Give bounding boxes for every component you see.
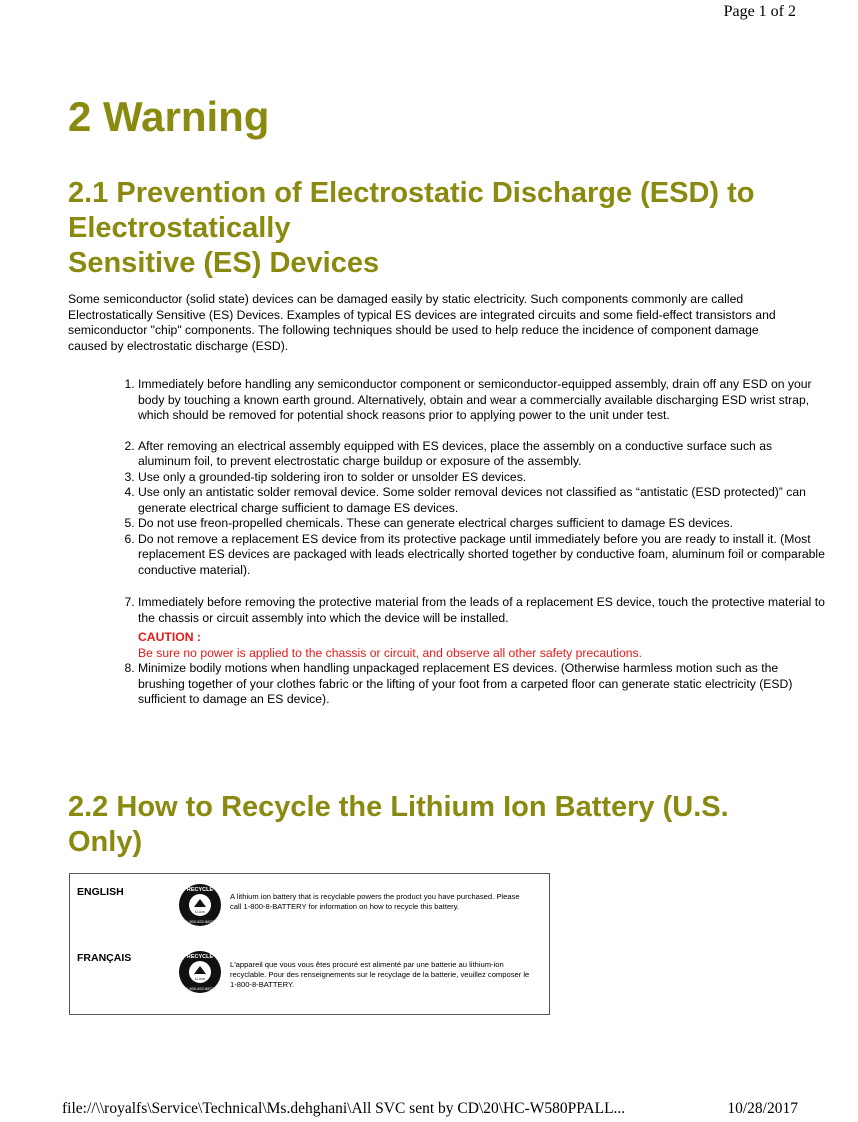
seal-top-text: RECYCLE	[186, 887, 214, 893]
file-path: file://\\royalfs\Service\Technical\Ms.dehghani\All SVC sent by CD\20\HC-W580PPALL...	[62, 1100, 626, 1117]
heading-line: 2.2 How to Recycle the Lithium Ion Battery (U.S.	[68, 791, 729, 823]
page-title: 2 Warning	[68, 93, 270, 140]
english-notice-text: A lithium ion battery that is recyclable powers the product you have purchased. Please call 1-800-8-BATTERY for information on how to recycle this battery.	[230, 892, 520, 911]
seal-mid-text: Li-ion	[195, 909, 205, 914]
print-date: 10/28/2017	[727, 1100, 798, 1117]
heading-line: 2.1 Prevention of Electrostatic Discharge (ESD) to	[68, 177, 755, 209]
heading-line: Only)	[68, 826, 143, 858]
list-item: 6. Do not remove a replacement ES device from its protective package until immediately before you are ready to install it. (Most replacement ES devices are packaged with leads electrically shorted together by conductive foam, aluminum foil or comparable conductive material).	[138, 532, 828, 579]
esd-intro-paragraph: Some semiconductor (solid state) devices can be damaged easily by static electricity. Such components commonly are called Electrostatically Sensitive (ES) Devices. Examples of typical ES devices are integrated circuits and some field-effect transistors and semiconductor "chip" components. The following techniques should be used to help reduce the incidence of component damage caused by electrostatic discharge (ESD).	[68, 292, 776, 353]
page-number: Page 1 of 2	[723, 3, 796, 20]
rbrc-recycle-seal-icon	[178, 950, 222, 994]
list-item: 1. Immediately before handling any semiconductor component or semiconductor-equipped assembly, drain off any ESD on your body by touching a known earth ground. Alternatively, obtain and wear a commercially available discharging ESD wrist strap, which should be removed for potential shock reasons prior to applying power to the unit under test.	[138, 377, 828, 424]
french-label: FRANÇAIS	[77, 952, 132, 964]
heading-line: Electrostatically	[68, 212, 291, 244]
esd-steps-list	[103, 377, 828, 708]
english-label: ENGLISH	[77, 886, 124, 898]
section-2-1-heading	[68, 176, 755, 281]
list-item: 4. Use only an antistatic solder removal device. Some solder removal devices not classified as “antistatic (ESD protected)” can generate electrical charge sufficient to damage ES devices.	[138, 485, 828, 516]
french-notice-text: L'appareil que vous vous êtes procuré est alimenté par une batterie au lithium-ion recyclable. Pour des renseignements sur le recyclage de la batterie, veuillez composer le 1-800-8-BATTERY.	[230, 960, 530, 989]
caution-text: Be sure no power is applied to the chassis or circuit, and observe all other safety precautions.	[138, 645, 643, 660]
section-2-2-heading	[68, 790, 729, 860]
seal-bottom-text: 1.800.822.8837	[186, 919, 214, 924]
seal-mid-text: Li-ion	[195, 976, 205, 981]
list-item	[138, 595, 828, 661]
seal-bottom-text: 1.800.822.8837	[186, 986, 214, 991]
seal-top-text: RECYCLE	[186, 954, 214, 960]
list-item: 5. Do not use freon-propelled chemicals. These can generate electrical charges sufficient to damage ES devices.	[138, 516, 828, 532]
list-item: 8. Minimize bodily motions when handling unpackaged replacement ES devices. (Otherwise harmless motion such as the brushing together of your clothes fabric or the lifting of your foot from a carpeted floor can generate static electricity (ESD) sufficient to damage an ES device).	[138, 661, 828, 708]
caution-title: CAUTION :	[138, 630, 201, 644]
print-footer	[62, 1100, 798, 1118]
list-item: 2. After removing an electrical assembly equipped with ES devices, place the assembly on a conductive surface such as aluminum foil, to prevent electrostatic charge buildup or exposure of the assembly.	[138, 439, 828, 470]
step-text: Immediately before removing the protective material from the leads of a replacement ES device, touch the protective material to the chassis or circuit assembly into which the device will be installed.	[138, 595, 825, 625]
list-item: 3. Use only a grounded-tip soldering iron to solder or unsolder ES devices.	[138, 470, 828, 486]
rbrc-recycle-seal-icon	[178, 883, 222, 927]
battery-recycle-notice	[69, 873, 550, 1015]
heading-line: Sensitive (ES) Devices	[68, 247, 380, 279]
